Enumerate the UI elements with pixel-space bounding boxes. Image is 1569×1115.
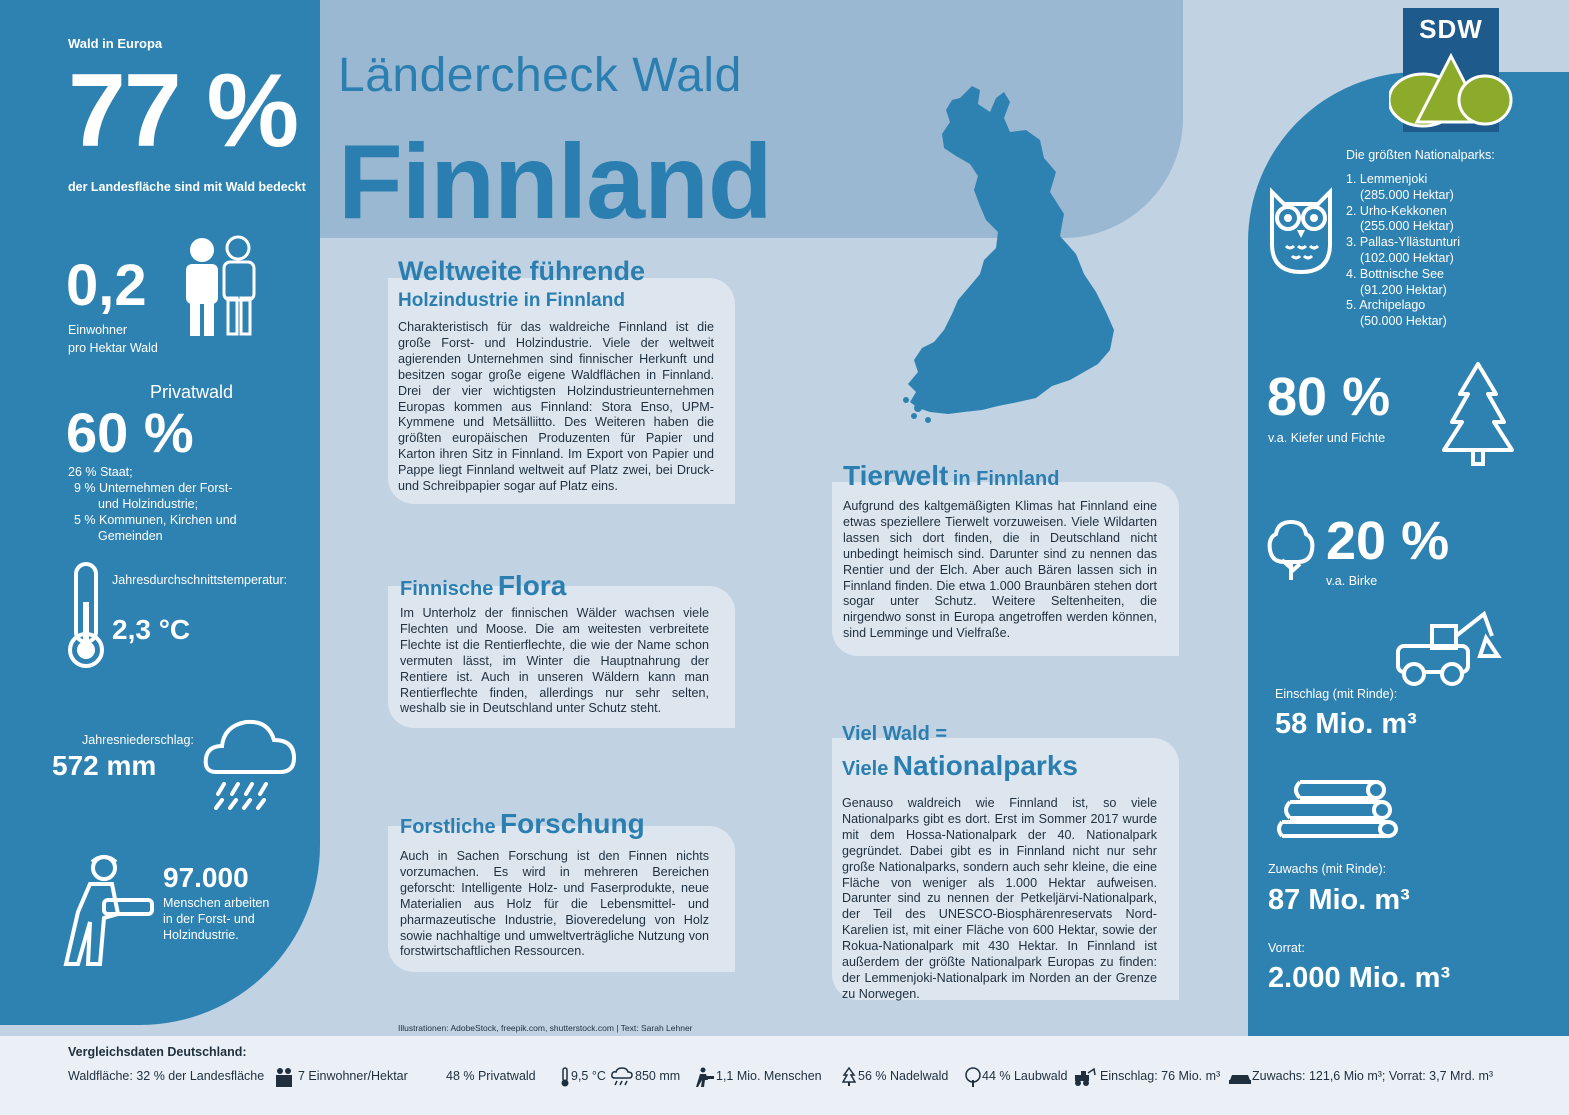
parks-heading-1: Viel Wald = — [842, 723, 948, 745]
footer-title: Vergleichsdaten Deutschland: — [68, 1045, 247, 1059]
parks-text: Genauso waldreich wie Finnland ist, so viele Nationalparks gibt es dort. Erst im Sommer 2017 wurde mit dem Hossa-Nationalpark der 40. Nationalpark gegründet. Dabei gibt es in Finnland nicht nur sehr große Nationalparks, sondern auch sehr kleine, die eine Fläche von weniger als 1.000 Hektar aufweisen. Darunter sind zu nennen der Petkeljärvi-Nationalpark, der Teil des UNESCO-Biosphärenreservats Nord-Karelien ist, mit einer Fläche von 600 Hektar, sowie der Rokua-Nationalpark mit 430 Hektar. In Finnland ist außerdem der größte Nationalpark Europas zu finden: der Lemmenjoki-Nationalpark im Norden an der Grenze zu Norwegen. — [842, 796, 1157, 1001]
flora-text: Im Unterholz der finnischen Wälder wachsen viele Flechten und Moose. Die am weitesten verbreitete Flechte ist die Rentierflechte, die wie der Name schon vermuten lässt, im Winter die Hauptnahrung der Rentiere ist. Auch in unseren Wäldern kann man Rentierflechte finden, allerdings nur sehr selten, weshalb sie in Deutschland unter Schutz steht. — [400, 606, 709, 716]
people-small-icon — [275, 1067, 293, 1087]
footer-density: 7 Einwohner/Hektar — [298, 1069, 408, 1083]
density-caption-1: Einwohner — [68, 323, 128, 337]
park-item: 3. Pallas-Yllästunturi — [1346, 235, 1460, 250]
logo-trees-icon — [1389, 52, 1513, 132]
industry-heading-1: Weltweite führende — [398, 256, 646, 286]
private-forest-details — [68, 464, 237, 544]
park-area: (91.200 Hektar) — [1360, 282, 1447, 297]
precipitation-label: Jahresniederschlag: — [82, 733, 194, 747]
parks-heading-small: Viele — [842, 758, 889, 780]
temperature-label: Jahresdurchschnittstemperatur: — [112, 573, 288, 587]
broadleaf-caption: v.a. Birke — [1326, 574, 1378, 588]
conifer-small-icon — [842, 1067, 856, 1087]
harvester-icon — [1394, 606, 1502, 688]
detail-communes-2: Gemeinden — [98, 529, 163, 543]
logs-small-icon — [1228, 1067, 1252, 1087]
footer-forest-area: Waldfläche: 32 % der Landesfläche — [68, 1069, 265, 1083]
page-title: Finnland — [338, 123, 772, 241]
fauna-heading — [843, 460, 1059, 492]
worker-small-icon — [696, 1067, 714, 1087]
park-item: 2. Urho-Kekkonen — [1346, 203, 1447, 218]
density-caption-2: pro Hektar Wald — [68, 341, 158, 355]
people-icon — [182, 234, 262, 338]
credits: Illustrationen: AdobeStock, freepik.com, shutterstock.com | Text: Sarah Lehner — [398, 1023, 693, 1033]
industry-text: Charakteristisch für das waldreiche Finnland ist die große Forst- und Holzindustrie. Viele der weltweit agierenden Unternehmen sind finnischer Herkunft und besitzen sogar große eigene Waldflächen in Finnland. Drei der vier wichtigsten Holzindustrieunternehmen Europas kommen aus Finnland: Stora Enso, UPM-Kymmene und Metsälliitto. Des Weiteren haben die größten europäischen Produzenten für Papier und Karton ihren Sitz in Finnland. Im Export von Papier und Pappe liegt Finnland weltweit auf Platz zwei, bei Druck- und Schreibpapier sogar auf Platz eins. — [398, 320, 714, 494]
industry-heading-2: Holzindustrie in Finnland — [398, 290, 625, 311]
workers-value: 97.000 — [163, 862, 249, 893]
growth-value: 87 Mio. m³ — [1268, 884, 1410, 916]
temperature-value: 2,3 °C — [112, 614, 191, 645]
park-area: (255.000 Hektar) — [1360, 219, 1454, 234]
fauna-heading-small: in Finnland — [952, 468, 1060, 490]
research-heading-small: Forstliche — [400, 816, 496, 838]
harvest-label: Einschlag (mit Rinde): — [1275, 687, 1398, 701]
park-item: 4. Bottnische See — [1346, 266, 1445, 281]
detail-industry-2: und Holzindustrie; — [98, 497, 199, 511]
parks-heading-2 — [842, 750, 1078, 782]
conifer-value: 80 % — [1267, 367, 1391, 427]
footer-broadleaf: 44 % Laubwald — [982, 1069, 1068, 1083]
flora-heading-big: Flora — [497, 570, 567, 601]
broadleaf-value: 20 % — [1326, 511, 1450, 571]
footer-harvest: Einschlag: 76 Mio. m³ — [1100, 1069, 1221, 1083]
density-value: 0,2 — [66, 253, 147, 318]
finland-map — [900, 68, 1130, 428]
workers-caption-1: Menschen arbeiten — [163, 896, 270, 910]
workers-caption — [163, 895, 269, 943]
detail-industry: 9 % Unternehmen der Forst- — [74, 481, 233, 495]
park-item: 5. Archipelago — [1346, 298, 1426, 313]
research-heading — [400, 808, 645, 840]
thermometer-small-icon — [560, 1067, 570, 1087]
broadleaf-tree-icon — [1266, 518, 1316, 582]
fauna-heading-big: Tierwelt — [843, 460, 949, 491]
growth-label: Zuwachs (mit Rinde): — [1268, 862, 1387, 876]
stock-label: Vorrat: — [1268, 941, 1305, 955]
park-area: (285.000 Hektar) — [1360, 187, 1454, 202]
detail-communes: 5 % Kommunen, Kirchen und — [74, 513, 237, 527]
owl-icon — [1264, 186, 1338, 276]
workers-caption-2: in der Forst- und — [163, 912, 255, 926]
flora-heading — [400, 570, 566, 602]
parks-list — [1346, 172, 1460, 330]
conifer-tree-icon — [1440, 360, 1516, 468]
footer-comparison-row — [68, 1067, 1538, 1087]
log-pile-icon — [1276, 776, 1400, 840]
footer-growth-stock: Zuwachs: 121,6 Mio m³; Vorrat: 3,7 Mrd. m³ — [1252, 1069, 1494, 1083]
precipitation-value: 572 mm — [52, 750, 157, 781]
research-heading-big: Forschung — [500, 808, 645, 839]
research-text: Auch in Sachen Forschung ist den Finnen nichts vorzumachen. Es wird in mehreren Bereichen geforscht: Intelligente Holz- und Faserprodukte, neue Materialien aus Holz für die Lebensmittel- und pharmazeutische Industrie, Bioveredelung von Holz sowie nachhaltige und umweltverträgliche Nutzung von forstwirtschaftlichen Ressourcen. — [400, 849, 709, 959]
harvester-small-icon — [1074, 1067, 1096, 1087]
footer-rain: 850 mm — [635, 1069, 681, 1083]
footer-conifer: 56 % Nadelwald — [858, 1069, 949, 1083]
park-item: 1. Lemmenjoki — [1346, 172, 1428, 186]
flora-heading-small: Finnische — [400, 578, 494, 600]
forest-share-value — [68, 53, 298, 169]
lumberjack-icon — [60, 852, 160, 968]
forest-europe-label: Wald in Europa — [68, 36, 163, 51]
park-area: (102.000 Hektar) — [1360, 250, 1454, 265]
conifer-caption: v.a. Kiefer und Fichte — [1268, 431, 1386, 445]
park-area: (50.000 Hektar) — [1360, 314, 1447, 329]
logo-text: SDW — [1419, 14, 1483, 44]
workers-caption-3: Holzindustrie. — [163, 928, 239, 942]
footer-private: 48 % Privatwald — [446, 1069, 536, 1083]
broadleaf-small-icon — [964, 1067, 982, 1087]
title-subtitle: Ländercheck Wald — [338, 49, 742, 102]
sdw-logo — [1403, 8, 1499, 132]
private-forest-label: Privatwald — [150, 382, 234, 402]
stock-value: 2.000 Mio. m³ — [1268, 962, 1451, 994]
forest-share-number: 77 % — [68, 53, 298, 169]
footer-temp: 9,5 °C — [571, 1069, 606, 1083]
fauna-text: Aufgrund des kaltgemäßigten Klimas hat Finnland eine etwas speziellere Tierwelt vorzuweisen. Viele Wildarten lassen sich dort finden, die in Deutschland nicht unbedingt heimisch sind. Darunter sind zu nennen das Rentier und der Elch. Aber auch Bären lassen sich in Finnland finden. Die etwa 1.000 Braunbären stehen dort sogar unter Schutz. Weitere Seltenheiten, die nirgendwo sonst in Europa angetroffen werden können, sind Lemminge und Vielfraße. — [843, 499, 1157, 641]
forest-share-caption: der Landesfläche sind mit Wald bedeckt — [68, 180, 306, 194]
private-forest-value: 60 % — [66, 401, 194, 464]
harvest-value: 58 Mio. m³ — [1275, 708, 1417, 740]
detail-state: 26 % Staat; — [68, 465, 133, 479]
thermometer-icon — [66, 562, 106, 670]
parks-list-title: Die größten Nationalparks: — [1346, 148, 1495, 162]
parks-heading-big: Nationalparks — [892, 750, 1078, 781]
rain-cloud-icon — [202, 712, 298, 812]
footer-workers: 1,1 Mio. Menschen — [716, 1069, 822, 1083]
rain-small-icon — [611, 1067, 633, 1087]
